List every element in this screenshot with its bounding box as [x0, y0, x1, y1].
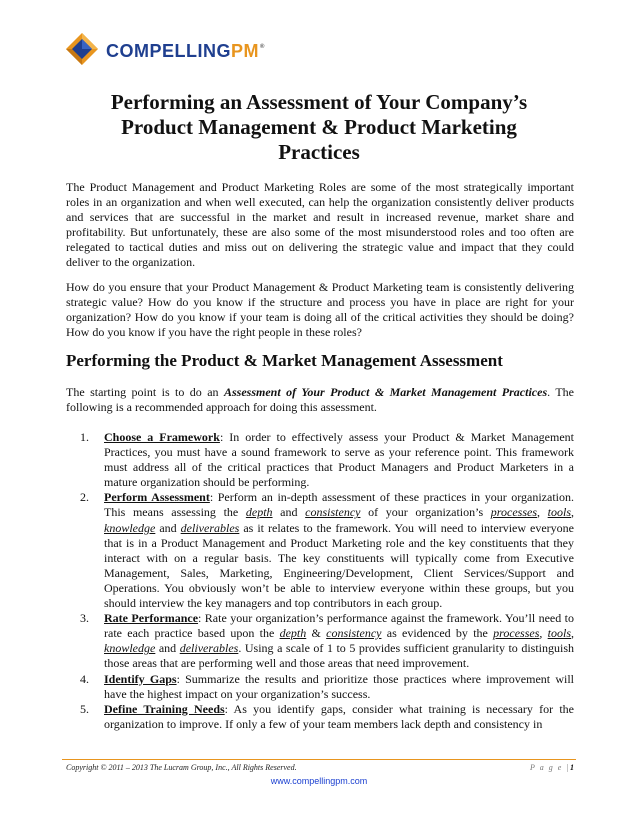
- step-text: . Using a scale of 1 to 5 provides sufficient granularity to distinguish those areas that are performing well and those areas that need improvement.: [104, 641, 575, 671]
- keyword: knowledge: [104, 641, 156, 656]
- section-intro: [66, 385, 574, 415]
- step-term: Perform Assessment: [104, 490, 210, 505]
- list-item: [80, 430, 574, 490]
- step-text: : Summarize the results and prioritize those practices where improvement will have the highest impact on your organization’s success.: [104, 671, 574, 701]
- step-number: 4.: [80, 671, 89, 686]
- footer-copyright: Copyright © 2011 – 2013 The Lucram Group, Inc., All Rights Reserved.: [66, 763, 297, 772]
- step-text: and: [272, 505, 306, 520]
- keyword: deliverables: [179, 641, 239, 656]
- assessment-steps-list: [80, 430, 574, 732]
- logo-text-compelling: COMPELLING: [106, 40, 231, 61]
- page-number: 1: [570, 763, 574, 772]
- step-text: of your organization’s: [360, 505, 491, 520]
- keyword: depth: [245, 505, 273, 520]
- list-item: [80, 672, 574, 702]
- step-text: ,: [537, 505, 548, 520]
- company-logo: [62, 26, 265, 72]
- step-number: 2.: [80, 490, 89, 505]
- step-text: : As you identify gaps, consider what training is necessary for the organization to improve. If only a few of your team members lack depth and consistency in: [104, 701, 574, 731]
- step-term: Define Training Needs: [104, 701, 225, 716]
- step-text: ,: [539, 626, 548, 641]
- step-text: as evidenced by the: [381, 626, 494, 641]
- footer-page-number: [530, 763, 574, 772]
- page-label: P a g e: [530, 763, 563, 772]
- section-intro-before: The starting point is to do an: [66, 385, 224, 399]
- step-text: and: [155, 641, 180, 656]
- keyword: consistency: [305, 505, 361, 520]
- logo-text-pm: PM: [231, 40, 259, 61]
- list-item: [80, 611, 574, 671]
- keyword: processes: [493, 626, 540, 641]
- section-heading: Performing the Product & Market Management Assessment: [66, 351, 503, 370]
- step-text: : In order to effectively assess your Product & Market Management Practices, you must have a sound framework to serve as your reference point. This framework must address all of the critical practices that Product Managers and Product Marketers in a mature organization should be performing.: [104, 430, 575, 490]
- step-text: and: [155, 520, 181, 535]
- logo-diamond-icon: [62, 29, 102, 69]
- step-text: : Rate your organization’s performance against the framework. You’ll need to rate each practice based upon the: [104, 611, 574, 641]
- step-text: &: [306, 626, 327, 641]
- step-number: 3.: [80, 611, 89, 626]
- intro-paragraph-2: How do you ensure that your Product Management & Product Marketing team is consistently delivering strategic value? How do you know if the structure and process you have in place are right for your organization? How do you know if your team is doing all of the critical activities they should be doing? How do you know if you have the right people in these roles?: [66, 280, 574, 340]
- keyword: deliverables: [180, 520, 240, 535]
- keyword: consistency: [326, 626, 382, 641]
- step-text: : Perform an in-depth assessment of these practices in your organization. This means assessing the: [104, 490, 574, 520]
- footer-website-link[interactable]: www.compellingpm.com: [270, 776, 368, 786]
- keyword: depth: [279, 626, 307, 641]
- list-item: [80, 490, 574, 611]
- keyword: knowledge: [104, 520, 156, 535]
- footer-divider: [62, 759, 576, 760]
- step-text: ,: [571, 626, 574, 641]
- step-term: Identify Gaps: [104, 671, 177, 686]
- step-text: ,: [571, 505, 574, 520]
- step-term: Rate Performance: [104, 611, 199, 626]
- step-number: 1.: [80, 430, 89, 444]
- step-text: as it relates to the framework. You will need to interview everyone that is in a Product Management and Product Marketing role and the key constituents that they interact with on a regular basis. The key constituents will typically come from Executive Management, Sales, Marketing, Engineering/Development, Client Services/Support and Operations. You obviously won’t be able to interview everyone within these groups, but you should interview the key managers and top contributors in each group.: [104, 520, 574, 611]
- section-intro-emphasis: Assessment of Your Product & Market Management Practices: [224, 385, 548, 399]
- step-number: 5.: [80, 701, 89, 716]
- keyword: tools: [547, 626, 571, 641]
- section-intro-after: . The following is a recommended approach for doing this assessment.: [66, 385, 575, 415]
- intro-paragraph-1: The Product Management and Product Marketing Roles are some of the most strategically important roles in an organization and when well executed, can help the organization consistently deliver products and services that are successful in the market and result in increased revenue, market share and profitability. But unfortunately, these are also some of the most misunderstood roles and too often are relegated to tactical duties and miss out on delivering the strategic value and impact that they could deliver to the organization.: [66, 180, 574, 270]
- logo-wordmark: [106, 41, 265, 62]
- step-term: Choose a Framework: [104, 430, 220, 444]
- logo-trademark: ®: [260, 43, 265, 50]
- keyword: processes: [490, 505, 538, 520]
- page-separator: |: [562, 763, 570, 772]
- document-title: Performing an Assessment of Your Company’s Product Management & Product Marketing Practices: [110, 90, 528, 164]
- keyword: tools: [547, 505, 571, 520]
- list-item: [80, 702, 574, 732]
